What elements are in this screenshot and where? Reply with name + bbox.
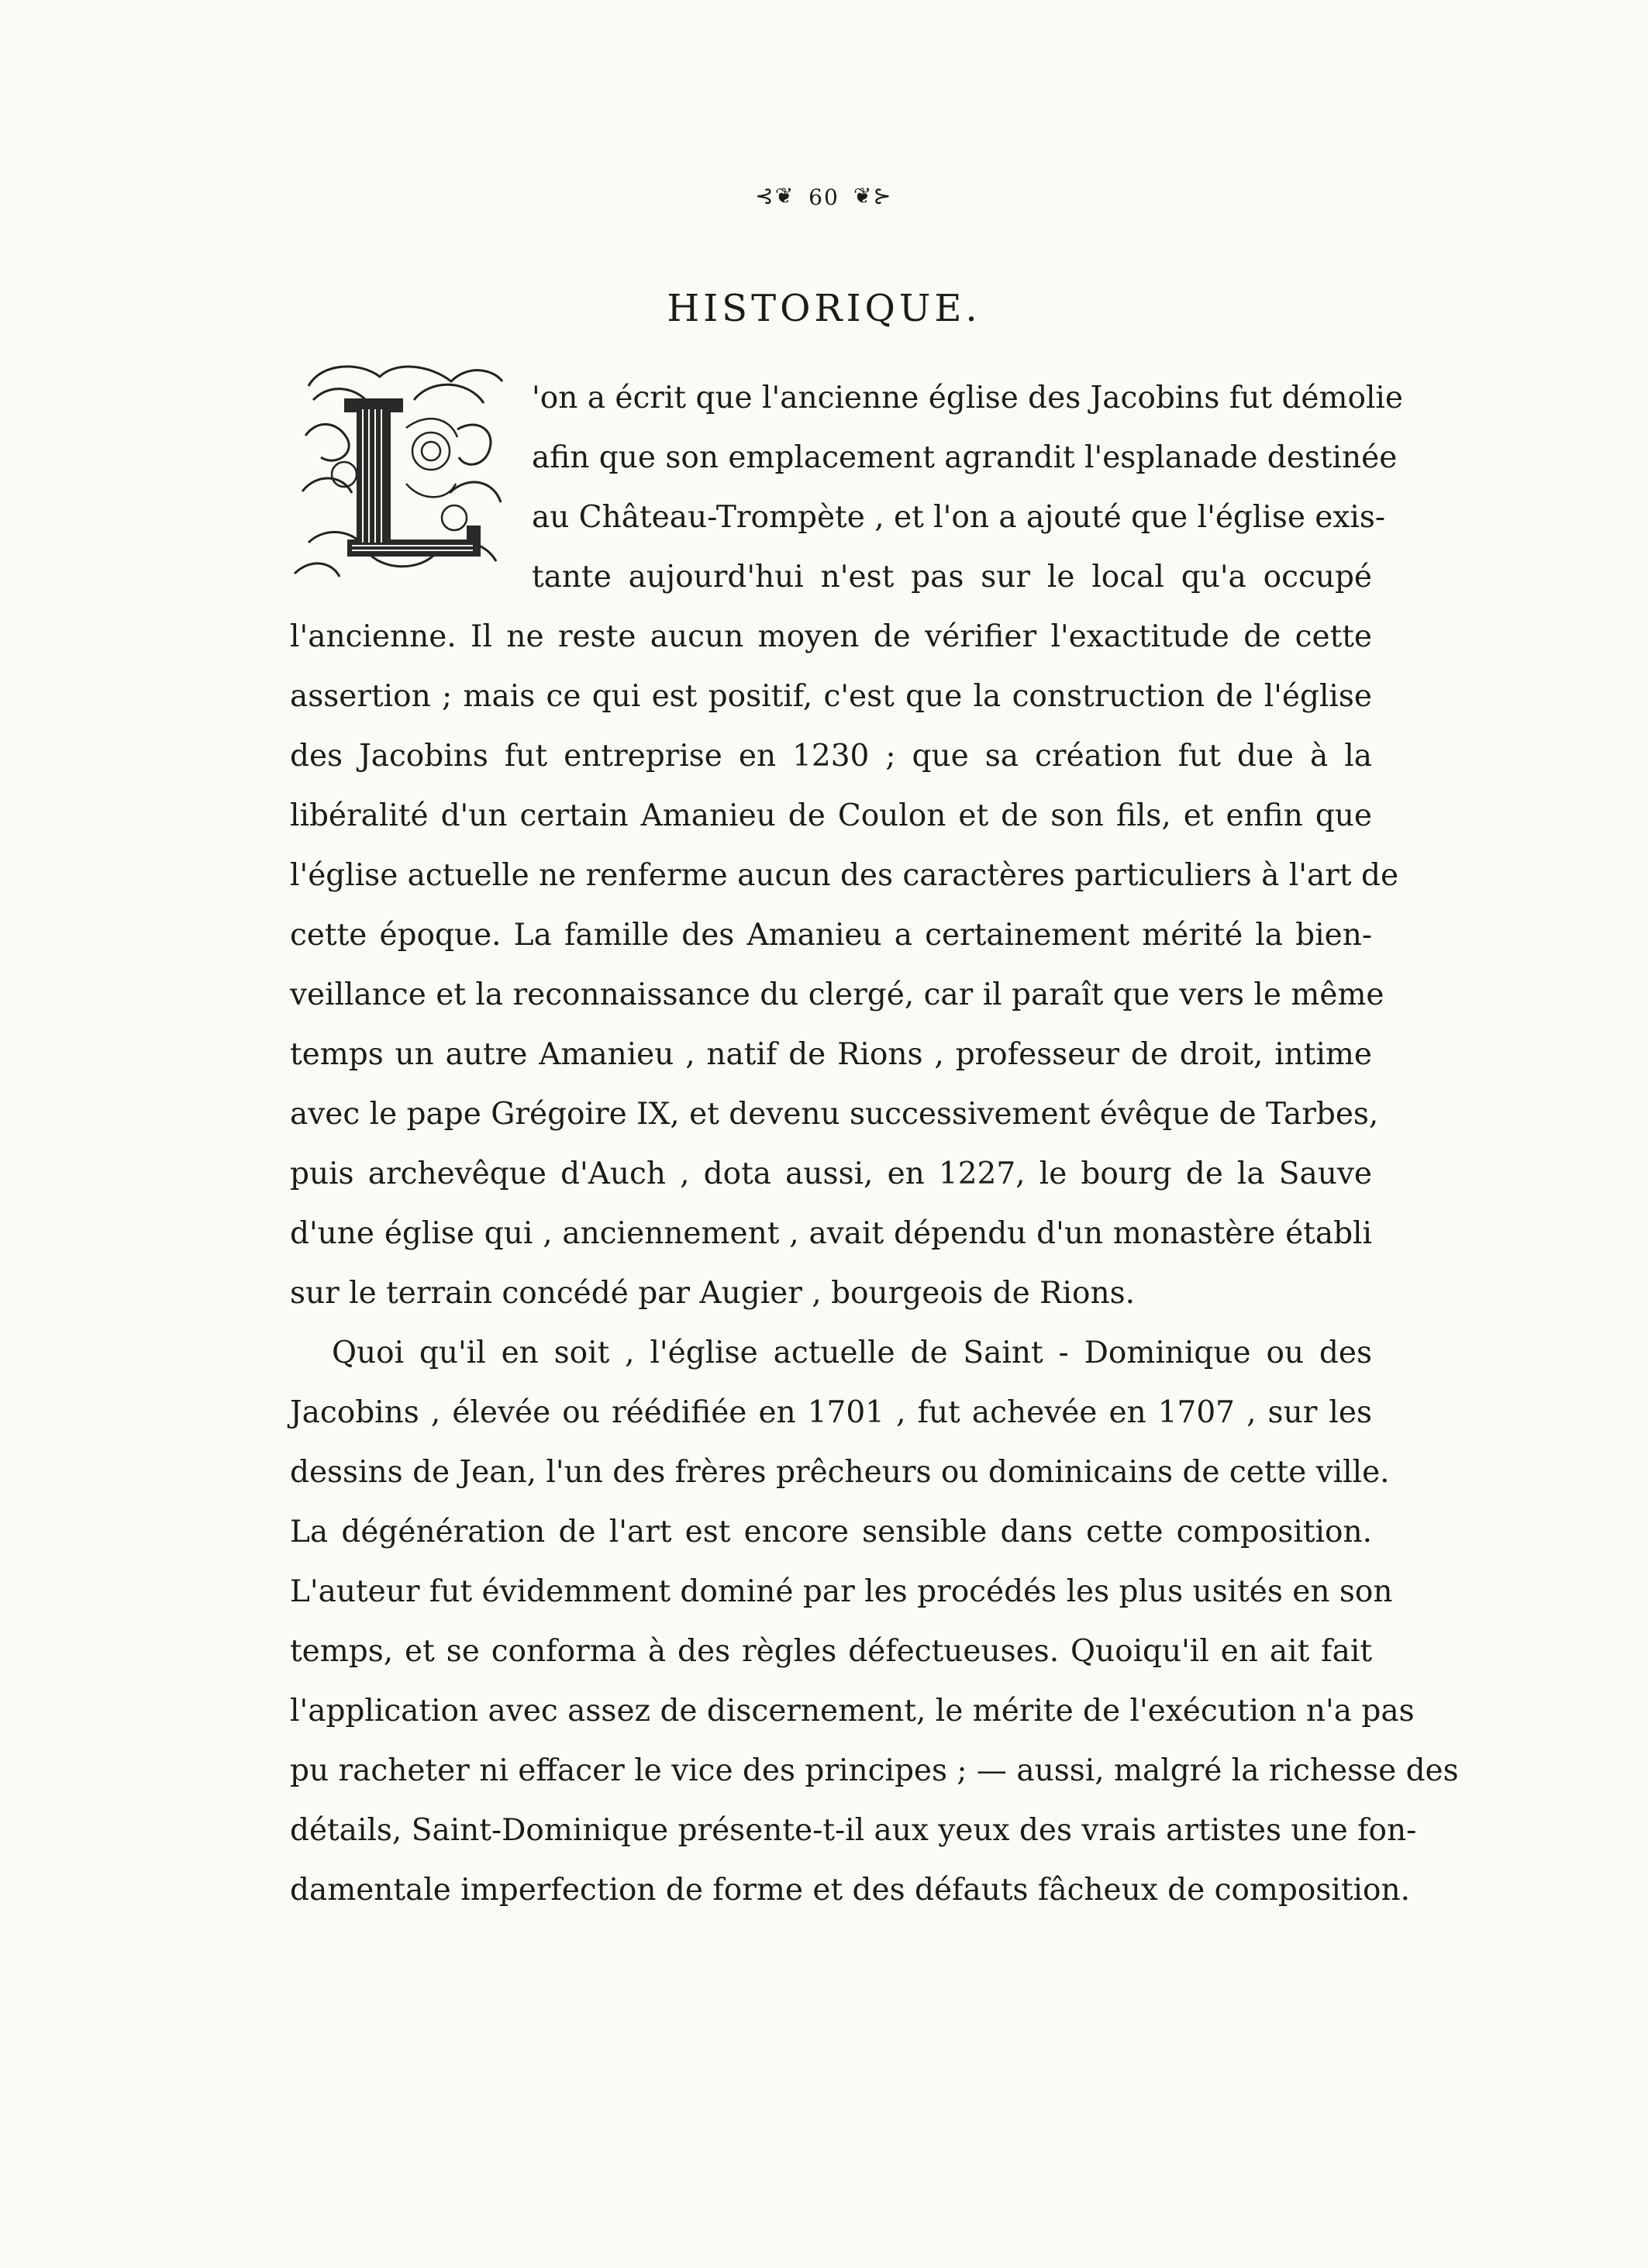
text-line: damentale imperfection de forme et des défauts fâcheux de composition. bbox=[290, 1873, 1410, 1908]
text-line: cette époque. La famille des Amanieu a certainement mérité la bien- bbox=[290, 918, 1372, 953]
text-line: Quoi qu'il en soit , l'église actuelle de Saint - Dominique ou des bbox=[332, 1336, 1372, 1370]
text-line: l'ancienne. Il ne reste aucun moyen de vérifier l'exactitude de cette bbox=[290, 619, 1372, 654]
text-line: l'église actuelle ne renferme aucun des caractères particuliers à l'art de bbox=[290, 858, 1399, 893]
section-title: HISTORIQUE. bbox=[667, 287, 981, 330]
text-line: avec le pape Grégoire IX, et devenu successivement évêque de Tarbes, bbox=[290, 1097, 1379, 1132]
right-folio-ornament-icon: ❦⊱ bbox=[853, 183, 893, 209]
text-line: 'on a écrit que l'ancienne église des Jacobins fut démolie bbox=[532, 381, 1403, 415]
text-line: La dégénération de l'art est encore sensible dans cette composition. bbox=[290, 1515, 1372, 1549]
text-line: temps, et se conforma à des règles défectueuses. Quoiqu'il en ait fait bbox=[290, 1634, 1372, 1669]
page-number bbox=[0, 184, 1648, 210]
text-line: veillance et la reconnaissance du clergé, car il paraît que vers le même bbox=[290, 977, 1384, 1012]
text-line: temps un autre Amanieu , natif de Rions , professeur de droit, intime bbox=[290, 1037, 1372, 1072]
text-line: tante aujourd'hui n'est pas sur le local qu'a occupé bbox=[532, 560, 1372, 595]
ornamental-initial-L-icon bbox=[290, 355, 512, 592]
text-line: afin que son emplacement agrandit l'esplanade destinée bbox=[532, 440, 1398, 475]
text-line: détails, Saint-Dominique présente-t-il aux yeux des vrais artistes une fon- bbox=[290, 1813, 1417, 1848]
text-line: libéralité d'un certain Amanieu de Coulon et de son fils, et enfin que bbox=[290, 798, 1372, 833]
text-line: L'auteur fut évidemment dominé par les procédés les plus usités en son bbox=[290, 1574, 1393, 1609]
text-line: des Jacobins fut entreprise en 1230 ; que sa création fut due à la bbox=[290, 739, 1372, 774]
text-line: au Château-Trompète , et l'on a ajouté que l'église exis- bbox=[532, 500, 1386, 535]
text-line: puis archevêque d'Auch , dota aussi, en 1227, le bourg de la Sauve bbox=[290, 1156, 1372, 1191]
folio-number: 60 bbox=[808, 184, 840, 210]
left-folio-ornament-icon: ⊰❦ bbox=[755, 183, 795, 209]
text-line: d'une église qui , anciennement , avait dépendu d'un monastère établi bbox=[290, 1216, 1372, 1251]
text-line: dessins de Jean, l'un des frères prêcheurs ou dominicains de cette ville. bbox=[290, 1455, 1390, 1490]
text-line: sur le terrain concédé par Augier , bourgeois de Rions. bbox=[290, 1276, 1136, 1311]
text-line: assertion ; mais ce qui est positif, c'est que la construction de l'église bbox=[290, 679, 1372, 714]
text-line: Jacobins , élevée ou réédifiée en 1701 , fut achevée en 1707 , sur les bbox=[290, 1395, 1372, 1430]
text-line: l'application avec assez de discernement, le mérite de l'exécution n'a pas bbox=[290, 1694, 1415, 1729]
text-line: pu racheter ni effacer le vice des principes ; — aussi, malgré la richesse des bbox=[290, 1753, 1459, 1788]
